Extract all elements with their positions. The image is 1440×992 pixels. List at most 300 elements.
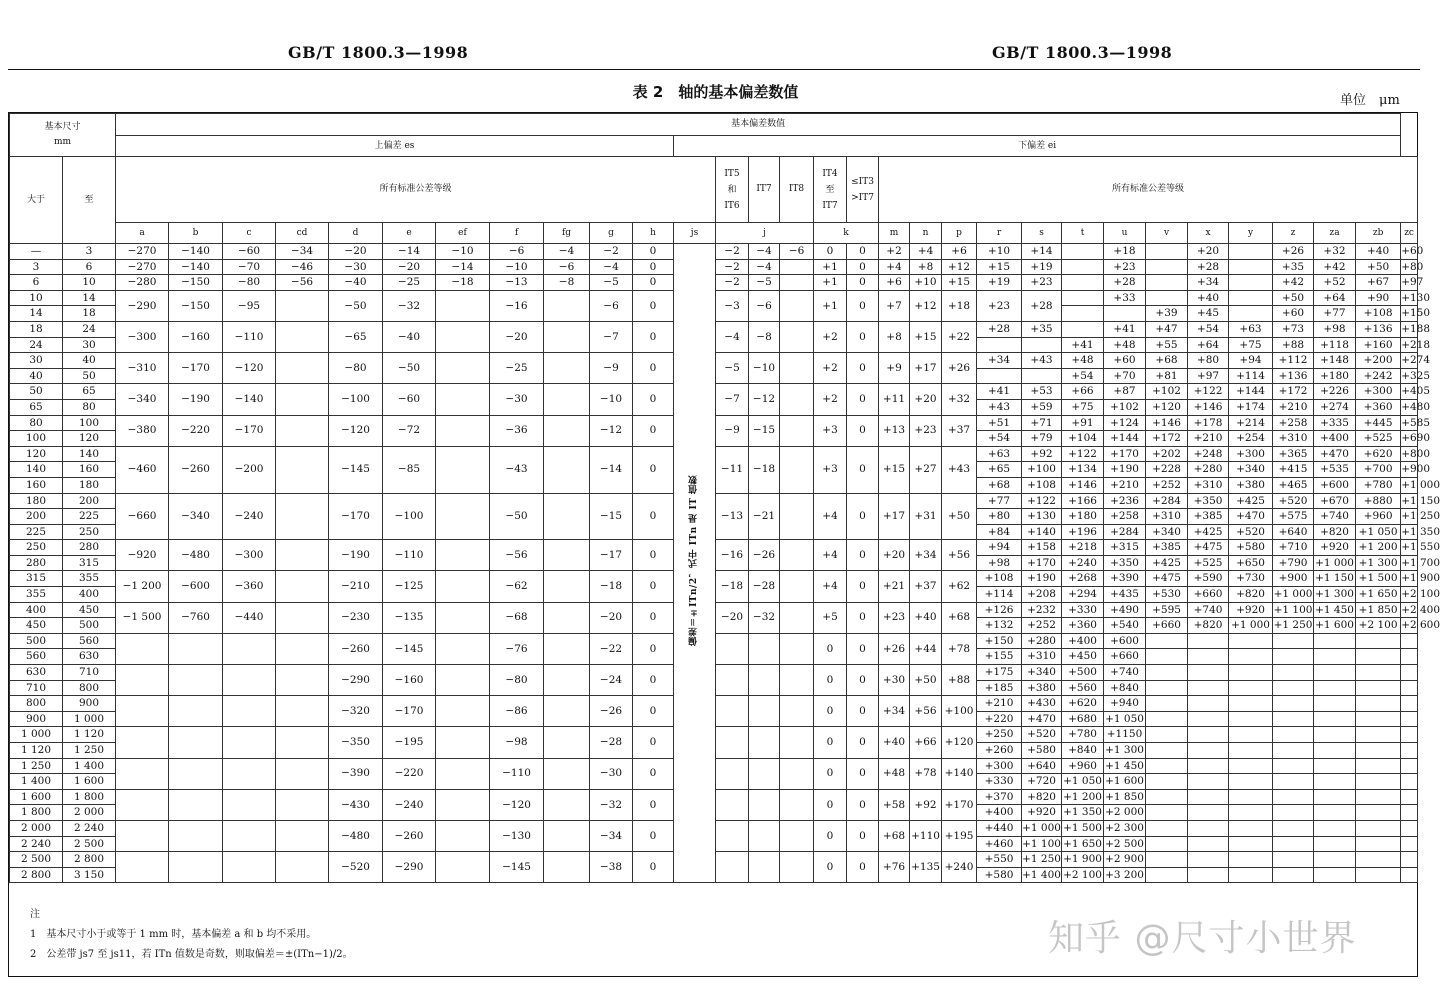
- value-cell: +284: [1104, 524, 1146, 540]
- value-cell: [1188, 727, 1229, 743]
- value-cell: +258: [1273, 415, 1314, 431]
- unit-label: 单位 μm: [1340, 93, 1400, 108]
- value-cell: +32: [1314, 244, 1356, 260]
- note-2: 2 公差带 js7 至 js11，若 ITn 值数是奇数，则取偏差＝±(ITn−1)/2。: [30, 949, 353, 960]
- value-cell: 0: [633, 696, 674, 727]
- value-cell: +60: [1401, 244, 1418, 260]
- value-cell: [1146, 743, 1188, 759]
- value-cell: −14: [436, 259, 490, 275]
- value-cell: [1188, 758, 1229, 774]
- letter-n: n: [910, 223, 942, 244]
- value-cell: +114: [977, 587, 1022, 603]
- value-cell: +77: [977, 493, 1022, 509]
- value-cell: [544, 665, 590, 696]
- letter-fg: fg: [544, 223, 590, 244]
- value-cell: [1146, 836, 1188, 852]
- value-cell: +1 250: [1401, 509, 1418, 525]
- value-cell: +2 500: [1104, 836, 1146, 852]
- value-cell: +55: [1146, 337, 1188, 353]
- value-cell: [1229, 244, 1273, 260]
- value-cell: +525: [1356, 431, 1401, 447]
- size-cell: 900: [10, 711, 63, 727]
- value-cell: −6: [490, 244, 544, 260]
- value-cell: +208: [1022, 587, 1062, 603]
- value-cell: [544, 493, 590, 540]
- value-cell: −38: [590, 852, 633, 883]
- value-cell: [1188, 680, 1229, 696]
- value-cell: +242: [1356, 368, 1401, 384]
- value-cell: [780, 353, 814, 384]
- value-cell: +280: [1022, 633, 1062, 649]
- value-cell: −6: [590, 290, 633, 321]
- value-cell: +1 200: [1356, 540, 1401, 556]
- value-cell: +340: [1229, 462, 1273, 478]
- value-cell: +920: [1314, 540, 1356, 556]
- value-cell: +1 100: [1273, 602, 1314, 618]
- value-cell: −145: [383, 633, 436, 664]
- value-cell: [276, 493, 329, 540]
- value-cell: [276, 353, 329, 384]
- value-cell: [276, 446, 329, 493]
- value-cell: +360: [1062, 618, 1104, 634]
- value-cell: +88: [1273, 337, 1314, 353]
- value-cell: −68: [490, 602, 544, 633]
- value-cell: [1273, 789, 1314, 805]
- value-cell: +42: [1314, 259, 1356, 275]
- value-cell: +26: [879, 633, 910, 664]
- value-cell: [1229, 836, 1273, 852]
- value-cell: −160: [383, 665, 436, 696]
- value-cell: −18: [436, 275, 490, 291]
- value-cell: +53: [1022, 384, 1062, 400]
- value-cell: +1 400: [1022, 867, 1062, 883]
- value-cell: +380: [1229, 477, 1273, 493]
- size-cell: 1 250: [10, 758, 63, 774]
- value-cell: +48: [879, 758, 910, 789]
- value-cell: +110: [910, 820, 942, 851]
- value-cell: [1401, 633, 1418, 649]
- value-cell: +17: [879, 493, 910, 540]
- value-cell: [436, 758, 490, 789]
- value-cell: [1401, 711, 1418, 727]
- value-cell: +13: [879, 415, 910, 446]
- value-cell: +135: [910, 852, 942, 883]
- js-formula-cell: [674, 244, 716, 883]
- size-cell: 65: [63, 384, 116, 400]
- value-cell: −460: [116, 446, 169, 493]
- value-cell: +172: [1273, 384, 1314, 400]
- value-cell: +35: [1273, 259, 1314, 275]
- size-cell: 450: [63, 602, 116, 618]
- notes: [30, 905, 353, 965]
- size-cell: 80: [10, 415, 63, 431]
- value-cell: +600: [1104, 633, 1146, 649]
- value-cell: [169, 633, 223, 664]
- value-cell: −12: [749, 384, 780, 415]
- value-cell: −3: [716, 290, 749, 321]
- value-cell: [223, 727, 276, 758]
- value-cell: +425: [1146, 555, 1188, 571]
- value-cell: +54: [1062, 368, 1104, 384]
- value-cell: [1356, 758, 1401, 774]
- value-cell: +202: [1146, 446, 1188, 462]
- value-cell: +28: [977, 321, 1022, 337]
- value-cell: −16: [716, 540, 749, 571]
- size-cell: 560: [10, 649, 63, 665]
- value-cell: +740: [1314, 509, 1356, 525]
- value-cell: +60: [1104, 353, 1146, 369]
- value-cell: +1 850: [1104, 789, 1146, 805]
- value-cell: +140: [942, 758, 977, 789]
- value-cell: +102: [1104, 399, 1146, 415]
- value-cell: +70: [1104, 368, 1146, 384]
- value-cell: 0: [814, 665, 847, 696]
- size-cell: 355: [63, 571, 116, 587]
- value-cell: 0: [633, 727, 674, 758]
- value-cell: 0: [847, 384, 879, 415]
- value-cell: −20: [329, 244, 383, 260]
- value-cell: +385: [1146, 540, 1188, 556]
- value-cell: 0: [633, 415, 674, 446]
- value-cell: +540: [1104, 618, 1146, 634]
- value-cell: 0: [633, 633, 674, 664]
- value-cell: [749, 758, 780, 789]
- value-cell: +4: [879, 259, 910, 275]
- value-cell: [544, 446, 590, 493]
- value-cell: [436, 727, 490, 758]
- value-cell: +840: [1104, 680, 1146, 696]
- size-cell: 630: [10, 665, 63, 681]
- value-cell: −220: [383, 758, 436, 789]
- value-cell: +37: [910, 571, 942, 602]
- value-cell: −7: [716, 384, 749, 415]
- value-cell: −140: [223, 384, 276, 415]
- value-cell: [276, 384, 329, 415]
- value-cell: −260: [329, 633, 383, 664]
- note-1: 1 基本尺寸小于或等于 1 mm 时，基本偏差 a 和 b 均不采用。: [30, 929, 317, 940]
- value-cell: +130: [1022, 509, 1062, 525]
- value-cell: +2: [814, 353, 847, 384]
- value-cell: +185: [977, 680, 1022, 696]
- value-cell: +960: [1356, 509, 1401, 525]
- value-cell: +22: [942, 321, 977, 352]
- size-cell: 65: [10, 399, 63, 415]
- value-cell: +175: [977, 665, 1022, 681]
- value-cell: +41: [1104, 321, 1146, 337]
- size-cell: 30: [63, 337, 116, 353]
- value-cell: [1146, 867, 1188, 883]
- value-cell: +260: [977, 743, 1022, 759]
- size-cell: 355: [10, 587, 63, 603]
- value-cell: −4: [749, 244, 780, 260]
- value-cell: [1356, 820, 1401, 836]
- value-cell: +88: [942, 665, 977, 696]
- value-cell: 0: [633, 602, 674, 633]
- value-cell: [716, 696, 749, 727]
- value-cell: +56: [942, 540, 977, 571]
- value-cell: [1022, 368, 1062, 384]
- value-cell: +148: [1314, 353, 1356, 369]
- letter-js: js: [674, 223, 716, 244]
- value-cell: −85: [383, 446, 436, 493]
- value-cell: +1 350: [1401, 524, 1418, 540]
- value-cell: +240: [1062, 555, 1104, 571]
- value-cell: [276, 540, 329, 571]
- value-cell: +140: [1022, 524, 1062, 540]
- value-cell: +23: [879, 602, 910, 633]
- value-cell: +590: [1188, 571, 1229, 587]
- value-cell: [1146, 290, 1188, 306]
- value-cell: +80: [977, 509, 1022, 525]
- value-cell: [1314, 649, 1356, 665]
- value-cell: [716, 665, 749, 696]
- value-cell: +196: [1062, 524, 1104, 540]
- value-cell: [1273, 680, 1314, 696]
- value-cell: +26: [1273, 244, 1314, 260]
- value-cell: +210: [1104, 477, 1146, 493]
- value-cell: −14: [383, 244, 436, 260]
- value-cell: +1 300: [1356, 555, 1401, 571]
- value-cell: [1273, 711, 1314, 727]
- value-cell: [276, 571, 329, 602]
- value-cell: +59: [1022, 399, 1062, 415]
- value-cell: [544, 571, 590, 602]
- value-cell: [1229, 805, 1273, 821]
- value-cell: +1 000: [1022, 820, 1062, 836]
- value-cell: [544, 696, 590, 727]
- value-cell: 0: [633, 820, 674, 851]
- size-cell: 1 000: [10, 727, 63, 743]
- value-cell: +1 150: [1401, 493, 1418, 509]
- value-cell: +34: [977, 353, 1022, 369]
- value-cell: +41: [1062, 337, 1104, 353]
- grade-it4-it7: IT4 至 IT7: [814, 157, 847, 223]
- value-cell: +1 900: [1062, 852, 1104, 868]
- value-cell: 0: [814, 852, 847, 883]
- value-cell: −16: [490, 290, 544, 321]
- value-cell: [1229, 649, 1273, 665]
- size-cell: 50: [63, 368, 116, 384]
- value-cell: +68: [942, 602, 977, 633]
- size-cell: 1 120: [10, 743, 63, 759]
- value-cell: +440: [977, 820, 1022, 836]
- value-cell: +435: [1104, 587, 1146, 603]
- value-cell: +34: [1188, 275, 1229, 291]
- value-cell: +340: [1022, 665, 1062, 681]
- size-cell: 400: [63, 587, 116, 603]
- value-cell: [1356, 711, 1401, 727]
- value-cell: +258: [1104, 509, 1146, 525]
- value-cell: +41: [977, 384, 1022, 400]
- value-cell: [436, 852, 490, 883]
- value-cell: +218: [1401, 337, 1418, 353]
- value-cell: [1314, 633, 1356, 649]
- value-cell: +580: [977, 867, 1022, 883]
- value-cell: +18: [1104, 244, 1146, 260]
- value-cell: −290: [116, 290, 169, 321]
- value-cell: +4: [814, 493, 847, 540]
- value-cell: [716, 789, 749, 820]
- value-cell: +2 000: [1104, 805, 1146, 821]
- value-cell: [1356, 665, 1401, 681]
- value-cell: [1314, 727, 1356, 743]
- value-cell: +940: [1104, 696, 1146, 712]
- size-cell: 180: [10, 493, 63, 509]
- value-cell: −9: [716, 415, 749, 446]
- value-cell: [1188, 852, 1229, 868]
- value-cell: +155: [977, 649, 1022, 665]
- value-cell: [1314, 711, 1356, 727]
- value-cell: +77: [1314, 306, 1356, 322]
- value-cell: [276, 852, 329, 883]
- value-cell: +1 450: [1104, 758, 1146, 774]
- letter-p: p: [942, 223, 977, 244]
- value-cell: [780, 259, 814, 275]
- value-cell: −10: [490, 259, 544, 275]
- value-cell: [1062, 244, 1104, 260]
- value-cell: +32: [942, 384, 977, 415]
- value-cell: +75: [1062, 399, 1104, 415]
- value-cell: [749, 633, 780, 664]
- value-cell: [276, 820, 329, 851]
- value-cell: +35: [1022, 321, 1062, 337]
- size-cell: 710: [10, 680, 63, 696]
- value-cell: +820: [1314, 524, 1356, 540]
- value-cell: [276, 633, 329, 664]
- letter-r: r: [977, 223, 1022, 244]
- value-cell: [1229, 306, 1273, 322]
- value-cell: +120: [942, 727, 977, 758]
- size-cell: 800: [10, 696, 63, 712]
- value-cell: +26: [942, 353, 977, 384]
- value-cell: −600: [169, 571, 223, 602]
- value-cell: [116, 727, 169, 758]
- value-cell: +740: [1104, 665, 1146, 681]
- value-cell: [1314, 867, 1356, 883]
- size-cell: 180: [63, 477, 116, 493]
- grade-it8: IT8: [780, 157, 814, 223]
- value-cell: +740: [1188, 602, 1229, 618]
- value-cell: [780, 602, 814, 633]
- value-cell: 0: [847, 602, 879, 633]
- value-cell: −20: [490, 321, 544, 352]
- value-cell: −120: [490, 789, 544, 820]
- letter-z: z: [1273, 223, 1314, 244]
- value-cell: +385: [1188, 509, 1229, 525]
- value-cell: [1314, 758, 1356, 774]
- value-cell: +820: [1229, 587, 1273, 603]
- value-cell: +150: [1401, 306, 1418, 322]
- value-cell: +100: [942, 696, 977, 727]
- value-cell: −30: [329, 259, 383, 275]
- value-cell: −6: [749, 290, 780, 321]
- value-cell: [1314, 836, 1356, 852]
- value-cell: +1 700: [1401, 555, 1418, 571]
- value-cell: −300: [223, 540, 276, 571]
- value-cell: −30: [590, 758, 633, 789]
- value-cell: +660: [1104, 649, 1146, 665]
- value-cell: [544, 540, 590, 571]
- value-cell: +820: [1188, 618, 1229, 634]
- value-cell: +80: [1188, 353, 1229, 369]
- value-cell: +170: [1022, 555, 1062, 571]
- value-cell: 0: [847, 852, 879, 883]
- value-cell: [436, 321, 490, 352]
- value-cell: [1146, 711, 1188, 727]
- value-cell: [436, 633, 490, 664]
- size-cell: 3 150: [63, 867, 116, 883]
- value-cell: +475: [1146, 571, 1188, 587]
- value-cell: +1 000: [1314, 555, 1356, 571]
- value-cell: +104: [1062, 431, 1104, 447]
- value-cell: −10: [436, 244, 490, 260]
- value-cell: [1188, 836, 1229, 852]
- size-cell: 315: [63, 555, 116, 571]
- value-cell: [544, 321, 590, 352]
- value-cell: +7: [879, 290, 910, 321]
- value-cell: −40: [329, 275, 383, 291]
- value-cell: −4: [544, 244, 590, 260]
- value-cell: [1104, 306, 1146, 322]
- value-cell: +400: [977, 805, 1022, 821]
- value-cell: +166: [1062, 493, 1104, 509]
- value-cell: [716, 820, 749, 851]
- value-cell: −26: [749, 540, 780, 571]
- value-cell: +63: [977, 446, 1022, 462]
- value-cell: +43: [942, 446, 977, 493]
- value-cell: +900: [1273, 571, 1314, 587]
- value-cell: +680: [1062, 711, 1104, 727]
- value-cell: −60: [223, 244, 276, 260]
- size-cell: 1 800: [10, 805, 63, 821]
- value-cell: +315: [1104, 540, 1146, 556]
- value-cell: +425: [1188, 524, 1229, 540]
- size-cell: 900: [63, 696, 116, 712]
- value-cell: +172: [1146, 431, 1188, 447]
- value-cell: [436, 446, 490, 493]
- value-cell: 0: [633, 353, 674, 384]
- all-grades-upper: 所有标准公差等级: [116, 157, 716, 223]
- value-cell: [1356, 852, 1401, 868]
- value-cell: +43: [977, 399, 1022, 415]
- value-cell: 0: [847, 244, 879, 260]
- value-cell: +390: [1104, 571, 1146, 587]
- value-cell: [1146, 789, 1188, 805]
- value-cell: −135: [383, 602, 436, 633]
- value-cell: −150: [169, 290, 223, 321]
- value-cell: [716, 633, 749, 664]
- size-cell: 250: [10, 540, 63, 556]
- value-cell: −50: [490, 493, 544, 540]
- letter-d: d: [329, 223, 383, 244]
- value-cell: [780, 820, 814, 851]
- value-cell: −130: [490, 820, 544, 851]
- value-cell: −660: [116, 493, 169, 540]
- value-cell: +5: [814, 602, 847, 633]
- value-cell: [1401, 836, 1418, 852]
- value-cell: +42: [1273, 275, 1314, 291]
- value-cell: +214: [1229, 415, 1273, 431]
- value-cell: [780, 633, 814, 664]
- value-cell: [1273, 836, 1314, 852]
- value-cell: −11: [716, 446, 749, 493]
- value-cell: −6: [544, 259, 590, 275]
- value-cell: +150: [977, 633, 1022, 649]
- value-cell: [169, 727, 223, 758]
- value-cell: +170: [1104, 446, 1146, 462]
- value-cell: [1229, 743, 1273, 759]
- value-cell: +1 500: [1356, 571, 1401, 587]
